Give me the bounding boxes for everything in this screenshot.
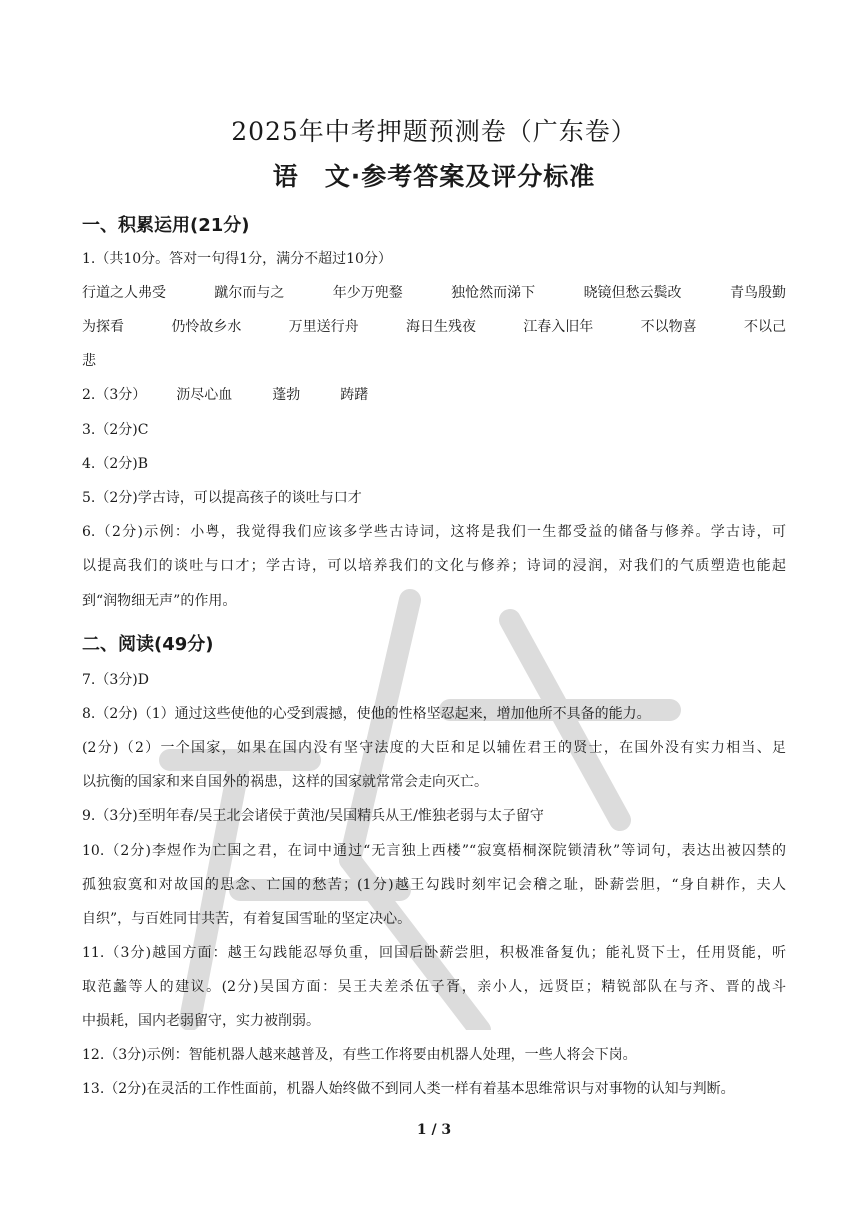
answer-item: 不以己	[743, 319, 786, 335]
answer-item: 晓镜但愁云鬓改	[583, 285, 682, 301]
question-10-answer-line-1: 10.（2分)李煜作为亡国之君，在词中通过“无言独上西楼”“寂寞梧桐深院锁清秋”等词句，表达出被囚禁的	[82, 843, 786, 859]
document-title: 2025年中考押题预测卷（广东卷）	[231, 117, 637, 146]
answer-item: 沥尽心血	[176, 387, 233, 403]
answer-item: 年少万兜鍪	[332, 285, 403, 301]
question-8-answer-line-1: 8.（2分)（1）通过这些使他的心受到震撼，使他的性格坚忍起来，增加他所不具备的能力。	[82, 706, 651, 722]
answer-item: 独怆然而涕下	[451, 285, 536, 301]
question-8-answer-line-2: (2分)（2）一个国家，如果在国内没有坚守法度的大臣和足以辅佐君王的贤士，在国外没有实力相当、足	[82, 740, 786, 756]
question-1-answers-row-2	[82, 317, 786, 337]
question-10-answer-line-2: 孤独寂寞和对故国的思念、亡国的愁苦；(1分)越王勾践时刻牢记会稽之耻，卧薪尝胆，“身自耕作，夫人	[82, 877, 786, 893]
answer-item: 海日生残夜	[405, 319, 476, 335]
document-subtitle: 语 文·参考答案及评分标准	[272, 162, 596, 191]
page-number: 1 / 3	[416, 1122, 452, 1138]
answer-item: 江春入旧年	[523, 319, 594, 335]
answer-item: 蓬勃	[272, 387, 301, 403]
question-5-answer: 5.（2分)学古诗，可以提高孩子的谈吐与口才	[82, 490, 362, 506]
question-11-answer-line-3: 中损耗，国内老弱留守，实力被削弱。	[82, 1013, 320, 1029]
question-1-answers-row-1	[82, 283, 786, 303]
question-7-answer: 7.（3分)D	[82, 672, 149, 688]
question-12-answer: 12.（3分)示例：智能机器人越来越普及，有些工作将要由机器人处理，一些人将会下岗。	[82, 1047, 637, 1063]
answer-item: 青鸟殷勤	[729, 285, 786, 301]
answer-item: 仍怜故乡水	[171, 319, 242, 335]
answer-item: 不以物喜	[640, 319, 697, 335]
question-11-answer-line-2: 取范蠡等人的建议。(2分)吴国方面：吴王夫差杀伍子胥，亲小人，远贤臣；精锐部队在与齐、晋的战斗	[82, 979, 786, 995]
answer-item: 行道之人弗受	[82, 285, 166, 301]
question-2-label: 2.（3分）	[82, 387, 147, 403]
question-6-answer-line-3: 到“润物细无声”的作用。	[82, 593, 237, 609]
question-2-answer	[82, 385, 368, 405]
section-heading-reading: 二、阅读(49分)	[82, 634, 214, 655]
question-8-answer-line-3: 以抗衡的国家和来自国外的祸患，这样的国家就常常会走向灭亡。	[82, 774, 488, 790]
answer-item: 万里送行舟	[288, 319, 359, 335]
question-9-answer: 9.（3分)至明年春/吴王北会诸侯于黄池/吴国精兵从王/惟独老弱与太子留守	[82, 808, 544, 824]
answer-item: 踌躇	[340, 387, 369, 403]
question-4-answer: 4.（2分)B	[82, 456, 149, 472]
answer-item: 为探看	[82, 319, 124, 335]
question-6-answer-line-2: 以提高我们的谈吐与口才；学古诗，可以培养我们的文化与修养；诗词的浸润，对我们的气质塑造也能起	[82, 558, 786, 574]
answer-item: 蹴尔而与之	[214, 285, 285, 301]
question-3-answer: 3.（2分)C	[82, 422, 149, 438]
question-10-answer-line-3: 自织”，与百姓同甘共苦，有着复国雪耻的坚定决心。	[82, 911, 412, 927]
question-1-answers-row-3: 悲	[82, 353, 96, 369]
question-11-answer-line-1: 11.（3分)越国方面：越王勾践能忍辱负重，回国后卧薪尝胆，积极准备复仇；能礼贤下士，任用贤能，听	[82, 945, 786, 961]
question-13-answer: 13.（2分)在灵活的工作性面前，机器人始终做不到同人类一样有着基本思维常识与对事物的认知与判断。	[82, 1081, 735, 1097]
section-heading-accumulation: 一、积累运用(21分)	[82, 215, 250, 236]
question-6-answer-line-1: 6.（2分)示例：小粤，我觉得我们应该多学些古诗词，这将是我们一生都受益的储备与修养。学古诗，可	[82, 524, 786, 540]
question-1-intro: 1.（共10分。答对一句得1分，满分不超过10分）	[82, 251, 392, 267]
